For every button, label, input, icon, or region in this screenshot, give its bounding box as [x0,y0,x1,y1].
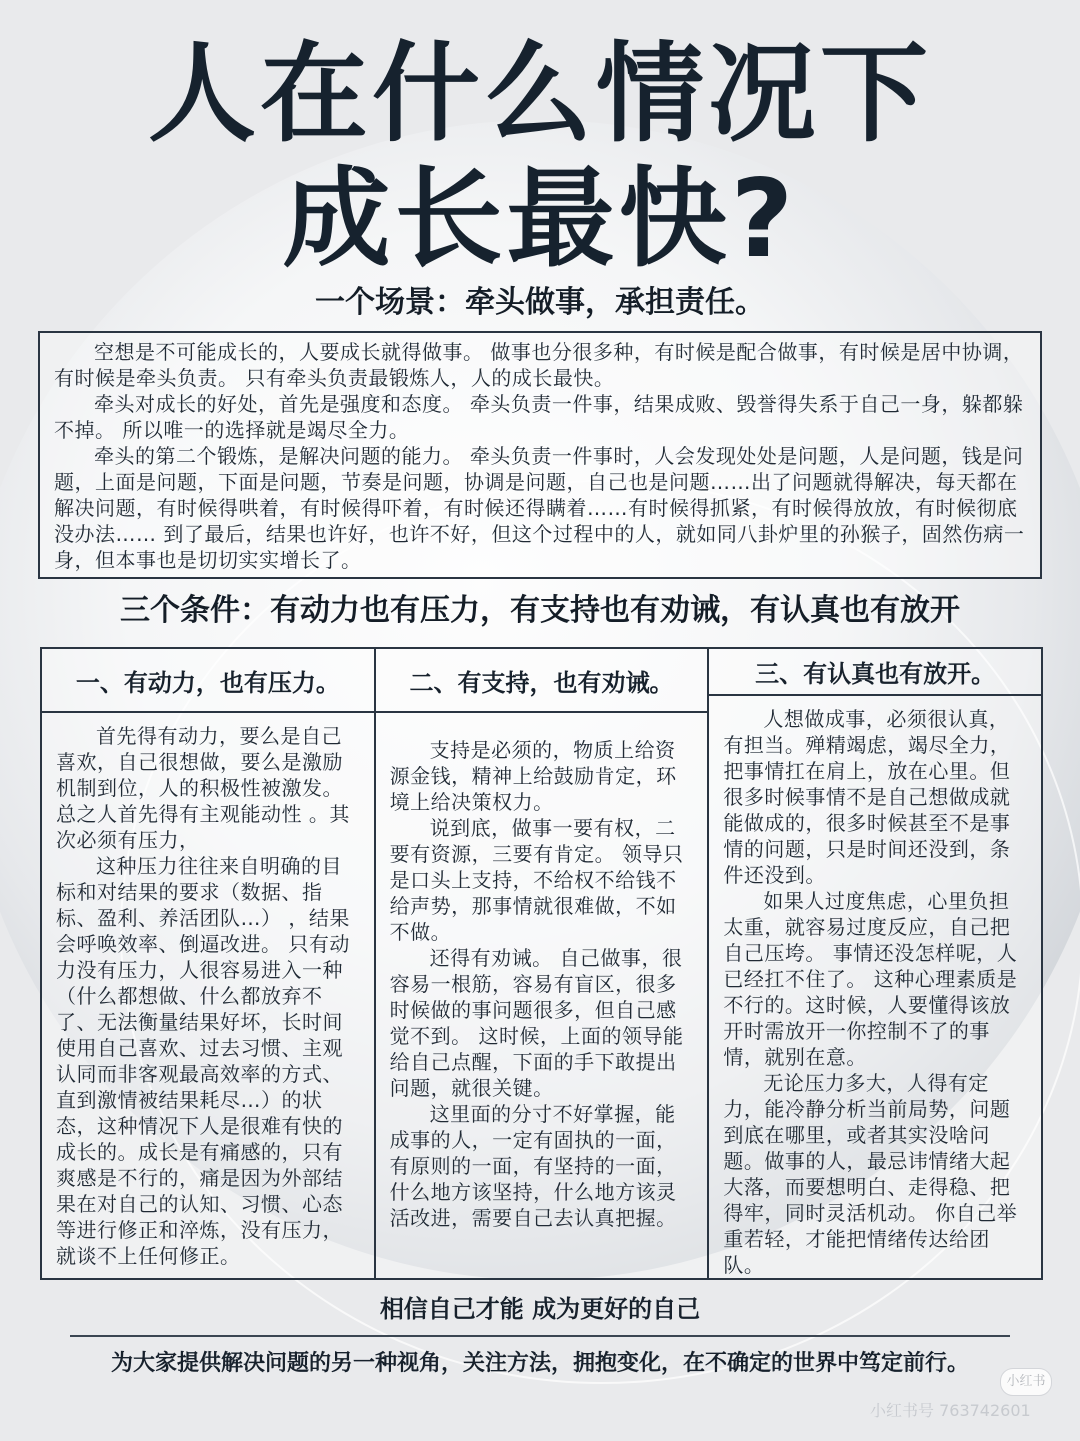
scenario-box [38,331,1042,579]
xiaohongshu-logo-icon: 小红书 [1000,1368,1052,1396]
condition-title-2: 二、有支持，也有劝诫。 [376,649,708,713]
condition-column-2 [374,649,708,1278]
footer-tagline: 为大家提供解决问题的另一种视角，关注方法，拥抱变化，在不确定的世界中笃定前行。 [110,1351,969,1376]
condition-body-1 [42,713,374,1269]
condition-column-1 [42,649,374,1278]
condition-3-paragraph-2: 如果人过度焦虑，心里负担太重，就容易过度反应，自己把自己压垮。 事情还没怎样呢，人已经扛不住了。 这种心理素质是不行的。这时候，人要懂得该放开时需放开一你控制不了的事情，就别在意。 [723,889,1018,1069]
condition-1-paragraph-1: 首先得有动力，要么是自己喜欢，自己很想做，要么是激励机制到位，人的积极性被激发。总之人首先得有主观能动性 。其次必须有压力， [56,724,350,852]
scenario-paragraph-1: 空想是不可能成长的，人要成长就得做事。 做事也分很多种，有时候是配合做事，有时候是居中协调，有时候是牵头负责。 只有牵头负责最锻炼人，人的成长最快。 [54,340,1024,390]
condition-2-paragraph-4: 这里面的分寸不好掌握，能成事的人，一定有固执的一面，有原则的一面，有坚持的一面，什么地方该坚持，什么地方该灵活改进，需要自己去认真把握。 [389,1102,677,1230]
condition-3-paragraph-3: 无论压力多大，人得有定力，能冷静分析当前局势，问题到底在哪里，或者其实没啥问题。做事的人，最忌讳情绪大起大落，而要想明白、走得稳、把得牢，同时灵活机动。 你自己举重若轻，才能把情绪传达给团队。 [723,1071,1018,1277]
condition-3-paragraph-1: 人想做成事，必须很认真，有担当。殚精竭虑，竭尽全力，把事情扛在肩上，放在心里。但很多时候事情不是自己想做成就能做成的，很多时候甚至不是事情的问题，只是时间还没到，条件还没到。 [723,707,1011,887]
motto: 相信自己才能 成为更好的自己 [379,1295,701,1323]
footer-divider [70,1335,1010,1337]
condition-body-3 [709,696,1041,1278]
condition-2-paragraph-2: 说到底，做事一要有权，二要有资源，三要有肯定。 领导只是口头上支持，不给权不给钱不给声势，那事情就很难做，不如不做。 [389,816,684,944]
condition-2-paragraph-1: 支持是必须的，物质上给资源金钱，精神上给鼓励肯定，环境上给决策权力。 [389,738,677,814]
title-line-2: 成长最快? [282,157,798,282]
condition-1-paragraph-2: 这种压力往往来自明确的目标和对结果的要求（数据、指标、盈利、养活团队…） ，结果会呼唤效率、倒逼改进。 只有动力没有压力，人很容易进入一种（什么都想做、什么都放弃不了、无法衡量结果好坏，长时间使用自己喜欢、过去习惯、主观认同而非客观最高效率的方式、直到激情被结果耗尽…）的状态，这种情况下人是很难有快的成长的。成长是有痛感的，只有爽感是不行的，痛是因为外部结果在对自己的认知、习惯、心态等进行修正和淬炼，没有压力，就谈不上任何修正。 [56,854,350,1268]
title-line-1: 人在什么情况下 [147,32,932,157]
scenario-paragraph-3: 牵头的第二个锻炼，是解决问题的能力。 牵头负责一件事时，人会发现处处是问题，人是问题，钱是问题，上面是问题，下面是问题，节奏是问题，协调是问题，自己也是问题……出了问题就得解决，每天都在解决问题，有时候得哄着，有时候得吓着，有时候还得瞒着……有时候得抓紧，有时候得放放，有时候彻底没办法…… 到了最后，结果也许好，也许不好，但这个过程中的人，就如同八卦炉里的孙猴子，固然伤病一身，但本事也是切切实实增长了。 [54,444,1025,572]
conditions-heading: 三个条件：有动力也有压力，有支持也有劝诫，有认真也有放开 [120,593,960,628]
condition-column-3 [707,649,1041,1278]
condition-body-2 [376,713,708,1231]
conditions-table [40,647,1043,1280]
condition-2-paragraph-3: 还得有劝诫。 自己做事，很容易一根筋，容易有盲区，很多时候做的事问题很多，但自己感觉不到。 这时候，上面的领导能给自己点醒，下面的手下敢提出问题，就很关键。 [389,946,684,1100]
watermark-text: 小红书号 763742601 [870,1401,1031,1420]
condition-title-1: 一、有动力，也有压力。 [42,649,374,713]
condition-title-3: 三、有认真也有放开。 [709,649,1041,696]
scenario-paragraph-2: 牵头对成长的好处，首先是强度和态度。 牵头负责一件事，结果成败、毁誉得失系于自己一身，躲都躲不掉。 所以唯一的选择就是竭尽全力。 [54,392,1024,442]
scenario-heading: 一个场景：牵头做事，承担责任。 [315,285,765,320]
